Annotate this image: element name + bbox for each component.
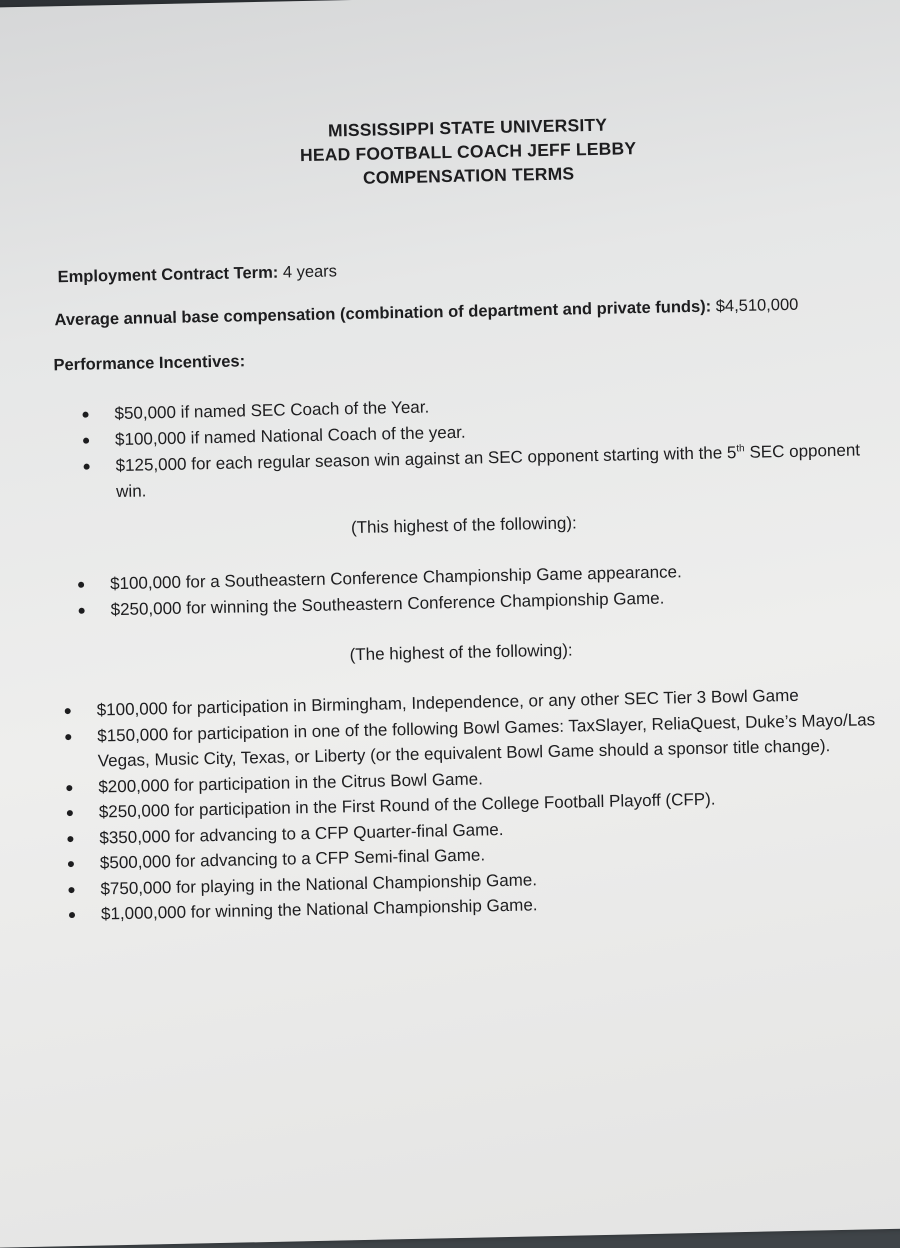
group2-list: [96, 680, 900, 927]
group1-list: [110, 555, 871, 623]
header-line-university: MISSISSIPPI STATE UNIVERSITY: [327, 114, 608, 141]
contract-term-value: 4 years: [278, 262, 338, 282]
group2-item-text: $100,000 for participation in Birmingham, Independence, or any other SEC Tier 3 Bowl Game: [96, 685, 799, 720]
bullet-icon: [65, 734, 71, 740]
bullet-icon: [83, 438, 89, 444]
group2-item-text: $500,000 for advancing to a CFP Semi-final Game.: [99, 845, 486, 873]
contract-term-label: Employment Contract Term:: [57, 263, 279, 287]
contract-term: [57, 262, 337, 287]
bullet-icon: [79, 608, 85, 614]
incentive-text-sup: th: [736, 443, 745, 455]
incentives-label: Performance Incentives:: [53, 352, 246, 375]
group1-item-text: $100,000 for a Southeastern Conference Championship Game appearance.: [109, 562, 682, 594]
bullet-icon: [78, 582, 84, 588]
bullet-icon: [68, 861, 74, 867]
group2-item-text: $350,000 for advancing to a CFP Quarter-final Game.: [99, 819, 504, 847]
bullet-icon: [67, 810, 73, 816]
bullet-icon: [84, 464, 90, 470]
group2-item-text: $150,000 for participation in one of the following Bowl Games: TaxSlayer, ReliaQuest, Duke’s Mayo/Las Vegas, Music City, Texas, or Liberty (or the equivalent Bowl Game should a sponsor title change).: [97, 709, 876, 771]
group1-item-text: $250,000 for winning the Southeastern Conference Championship Game.: [110, 588, 665, 620]
header-line-terms: COMPENSATION TERMS: [362, 163, 575, 188]
incentives-list: [114, 385, 876, 505]
group2-item-text: $250,000 for participation in the First Round of the College Football Playoff (CFP).: [98, 789, 716, 822]
header-line-coach: HEAD FOOTBALL COACH JEFF LEBBY: [299, 138, 637, 166]
bullet-icon: [65, 708, 71, 714]
base-compensation-value: $4,510,000: [710, 295, 799, 316]
group2-item-text: $200,000 for participation in the Citrus Bowl Game.: [98, 768, 484, 796]
bullet-icon: [66, 785, 72, 791]
incentive-text: $50,000 if named SEC Coach of the Year.: [114, 397, 430, 424]
group1-heading: (This highest of the following):: [350, 513, 577, 538]
base-compensation-label: Average annual base compensation (combination of department and private funds):: [54, 297, 712, 330]
bullet-icon: [69, 912, 75, 918]
document-header: [0, 105, 900, 198]
incentive-text-before: $125,000 for each regular season win against an SEC opponent starting with the 5: [115, 443, 737, 476]
group2-item-text: $1,000,000 for winning the National Championship Game.: [100, 895, 538, 924]
bullet-icon: [82, 412, 88, 418]
bullet-icon: [67, 836, 73, 842]
base-compensation: [54, 296, 798, 331]
group2-heading: (The highest of the following):: [349, 640, 573, 665]
bullet-icon: [68, 887, 74, 893]
group2-item-text: $750,000 for playing in the National Championship Game.: [100, 869, 538, 898]
incentive-text: $100,000 if named National Coach of the year.: [114, 422, 466, 450]
incentive-text-after: SEC opponent win.: [115, 440, 861, 502]
